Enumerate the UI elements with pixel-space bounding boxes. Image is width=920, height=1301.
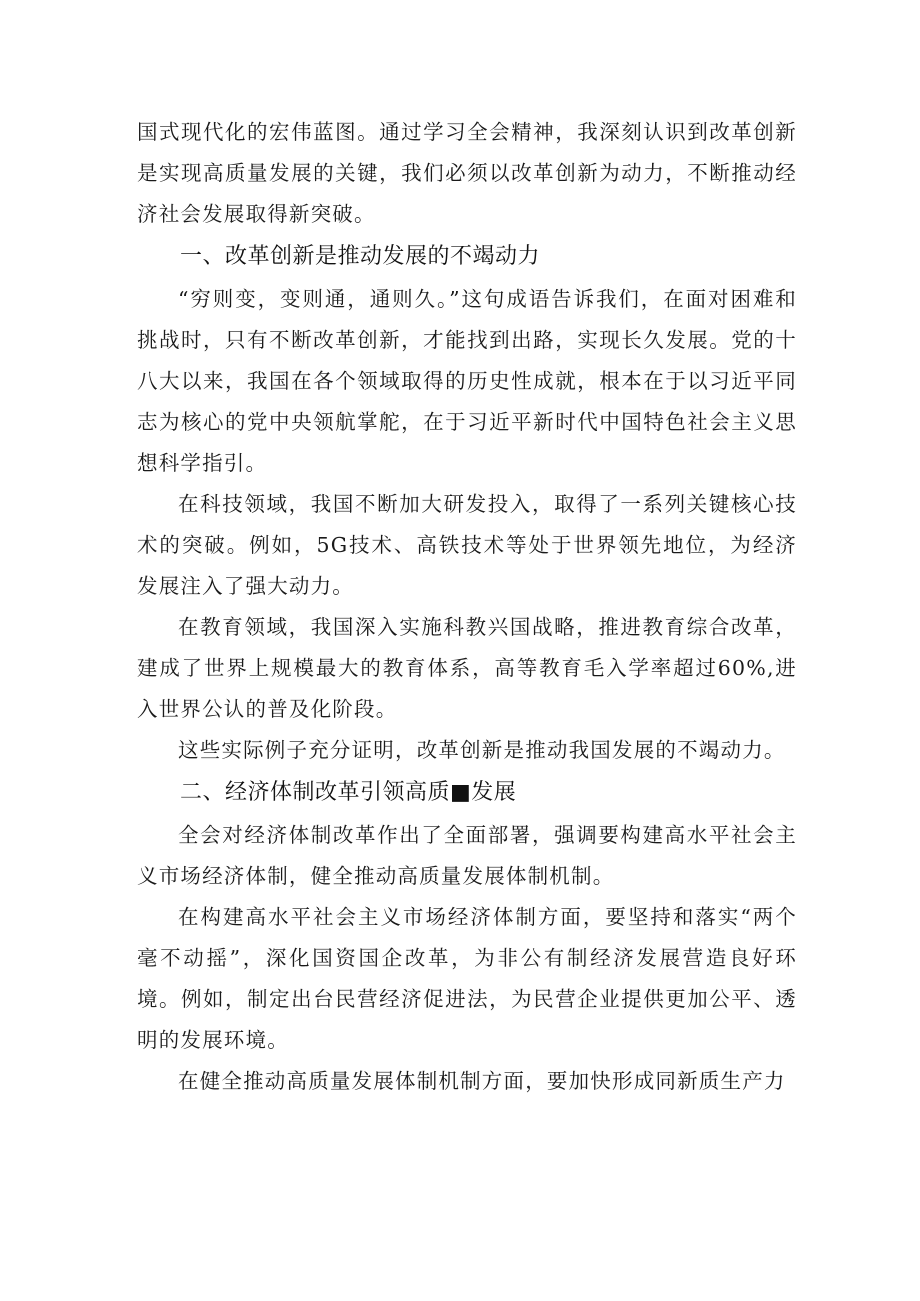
paragraph-mechanism: 在健全推动高质量发展体制机制方面，要加快形成同新质生产力 — [178, 1069, 786, 1093]
section-heading-1: 一、改革创新是推动发展的不竭动力 — [180, 244, 541, 269]
paragraph-technology: 在科技领域，我国不断加大研发投入，取得了一系列关键核心技术的突破。例如，5G技术、高铁技术等处于世界领先地位，为经济发展注入了强大动力。 — [137, 492, 797, 598]
document-body — [137, 112, 797, 1102]
paragraph-intro: 国式现代化的宏伟蓝图。通过学习全会精神，我深刻认识到改革创新是实现高质量发展的关键，我们必须以改革创新为动力，不断推动经济社会发展取得新突破。 — [137, 120, 797, 226]
paragraph-education: 在教育领域，我国深入实施科教兴国战略，推进教育综合改革，建成了世界上规模最大的教育体系，高等教育毛入学率超过60%,进入世界公认的普及化阶段。 — [137, 615, 797, 721]
paragraph-plenary: 全会对经济体制改革作出了全面部署，强调要构建高水平社会主义市场经济体制，健全推动高质量发展体制机制。 — [137, 823, 797, 888]
paragraph-summary: 这些实际例子充分证明，改革创新是推动我国发展的不竭动力。 — [178, 738, 786, 762]
paragraph-proverb: “穷则变，变则通，通则久。”这句成语告诉我们，在面对困难和挑战时，只有不断改革创新，才能找到出路，实现长久发展。党的十八大以来，我国在各个领域取得的历史性成就，根本在于以习近平同志为核心的党中央领航掌舵，在于习近平新时代中国特色社会主义思想科学指引。 — [137, 287, 797, 475]
section-heading-2: 二、经济体制改革引领高质■发展 — [180, 780, 517, 805]
paragraph-market-economy: 在构建高水平社会主义市场经济体制方面，要坚持和落实“两个毫不动摇”，深化国资国企改革，为非公有制经济发展营造良好环境。例如，制定出台民营经济促进法，为民营企业提供更加公平、透明的发展环境。 — [137, 905, 797, 1052]
